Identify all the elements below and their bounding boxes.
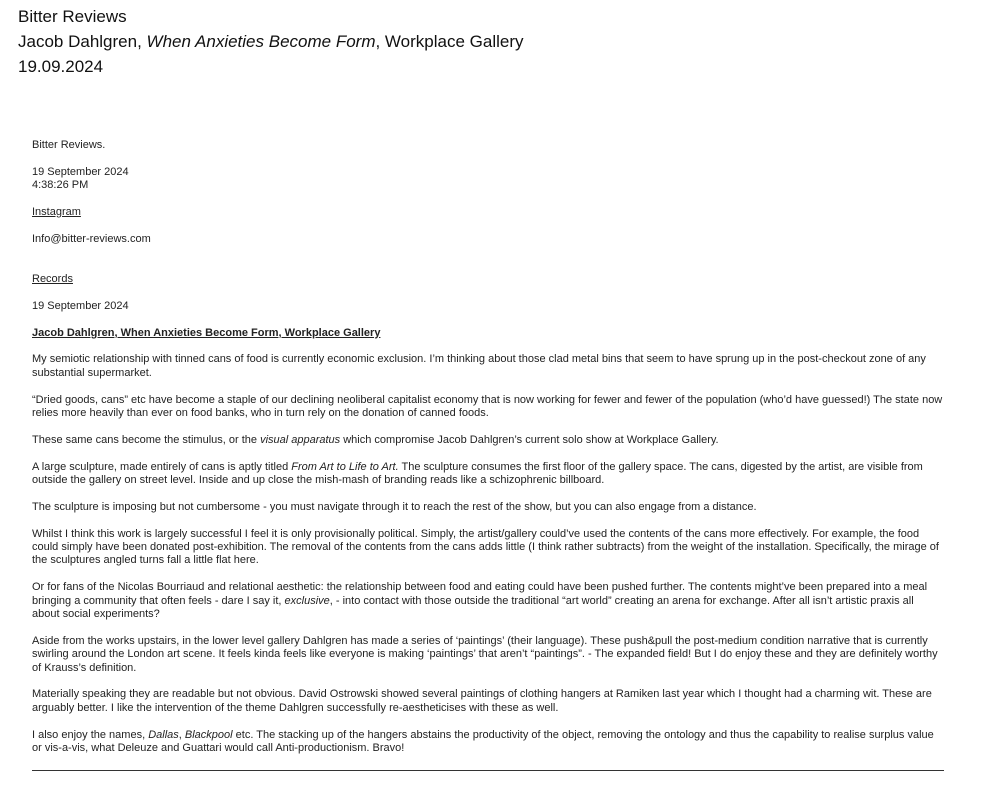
review-venue: , Workplace Gallery bbox=[375, 32, 524, 51]
article-paragraph-3 bbox=[32, 434, 944, 447]
text-span: etc. The stacking up of the hangers abstains the productivity of the object, removing the ontology and thus the capability to realise surplus value or vis-a-vis, what Deleuze and Guattari would call Anti-productionism. Bravo! bbox=[32, 728, 934, 755]
article-title-link[interactable]: Jacob Dahlgren, When Anxieties Become Form, Workplace Gallery bbox=[32, 326, 381, 339]
meta-time: 4:38:26 PM bbox=[32, 179, 89, 192]
contact-email: Info@bitter-reviews.com bbox=[32, 232, 151, 245]
text-span: , - into contact with those outside the traditional “art world” creating an arena for exchange. After all isn’t artistic praxis all about social experiments? bbox=[32, 594, 914, 621]
article-paragraph-9: Materially speaking they are readable but not obvious. David Ostrowski showed several paintings of clothing hangers at Ramiken last year which I thought had a charming wit. These are arguably better. I like the intervention of the theme Dahlgren successfully re-aestheticises with these as well. bbox=[32, 688, 932, 714]
page-header bbox=[18, 4, 524, 79]
text-span: A large sculpture, made entirely of cans is aptly titled bbox=[32, 460, 292, 473]
meta-date: 19 September 2024 bbox=[32, 165, 129, 178]
site-title: Bitter Reviews bbox=[18, 7, 127, 26]
instagram-link[interactable]: Instagram bbox=[32, 206, 81, 218]
review-heading bbox=[18, 29, 524, 54]
article-paragraph-10 bbox=[32, 729, 944, 756]
records-link[interactable]: Records bbox=[32, 273, 73, 285]
text-span: These same cans become the stimulus, or the bbox=[32, 433, 261, 446]
article-paragraph-1: My semiotic relationship with tinned cans of food is currently economic exclusion. I’m thinking about those clad metal bins that seem to have sprung up in the post-checkout zone of any substantial supermarket. bbox=[32, 353, 926, 379]
article-paragraph-7 bbox=[32, 581, 944, 621]
review-show-title: When Anxieties Become Form bbox=[146, 32, 376, 51]
article-paragraph-2: “Dried goods, cans” etc have become a staple of our declining neoliberal capitalist economy that is now working for fewer and fewer of the population (who’d have guessed!) The state now relies more heavily than ever on food banks, who in turn rely on the donation of canned foods. bbox=[32, 393, 943, 419]
record-date: 19 September 2024 bbox=[32, 299, 129, 312]
article-paragraph-5: The sculpture is imposing but not cumbersome - you must navigate through it to reach the rest of the show, but you can also engage from a distance. bbox=[32, 500, 757, 513]
emphasis: Blackpool bbox=[184, 728, 233, 741]
article-paragraph-6: Whilst I think this work is largely successful I feel it is only provisionally political. Simply, the artist/gallery could’ve used the contents of the cans more effectively. For example, the food could simply have been donated post-exhibition. The removal of the contents from the cans adds little (I think rather subtracts) from the weight of the installation. Specifically, the mirage of the sculptures angled turns fall a little flat here. bbox=[32, 527, 939, 567]
article-paragraph-4 bbox=[32, 461, 944, 488]
text-span: The sculpture consumes the first floor of the gallery space. The cans, digested by the artist, are visible from outside the gallery on street level. Inside and up close the mish-mash of branding reads like a schizophrenic billboard. bbox=[32, 460, 923, 486]
emphasis: exclusive bbox=[284, 594, 330, 607]
emphasis: visual apparatus bbox=[260, 433, 341, 446]
text-span: , bbox=[178, 728, 185, 741]
article-paragraph-8: Aside from the works upstairs, in the lower level gallery Dahlgren has made a series of ‘paintings’ (their language). These push&pull the post-medium condition narrative that is currently swirling around the London art scene. It feels kinda feels like everyone is making ‘paintings’ that aren’t “paintings”. - The expanded field! But I do enjoy these and they are definitely worthy of Krauss’s definition. bbox=[32, 634, 938, 674]
text-span: Or for fans of the Nicolas Bourriaud and relational aesthetic: the relationship between food and eating could have been pushed further. The contents might’ve been prepared into a meal bringing a community that often feels - dare I say it, bbox=[32, 581, 928, 607]
review-artist: Jacob Dahlgren, bbox=[18, 32, 147, 51]
emphasis: Dallas bbox=[148, 728, 179, 741]
review-date: 19.09.2024 bbox=[18, 57, 104, 76]
emphasis: From Art to Life to Art. bbox=[291, 460, 399, 473]
document-body bbox=[32, 139, 944, 769]
horizontal-divider bbox=[32, 770, 944, 771]
meta-site-name: Bitter Reviews. bbox=[32, 139, 106, 151]
text-span: I also enjoy the names, bbox=[32, 728, 149, 741]
text-span: which compromise Jacob Dahlgren’s current solo show at Workplace Gallery. bbox=[340, 433, 719, 446]
